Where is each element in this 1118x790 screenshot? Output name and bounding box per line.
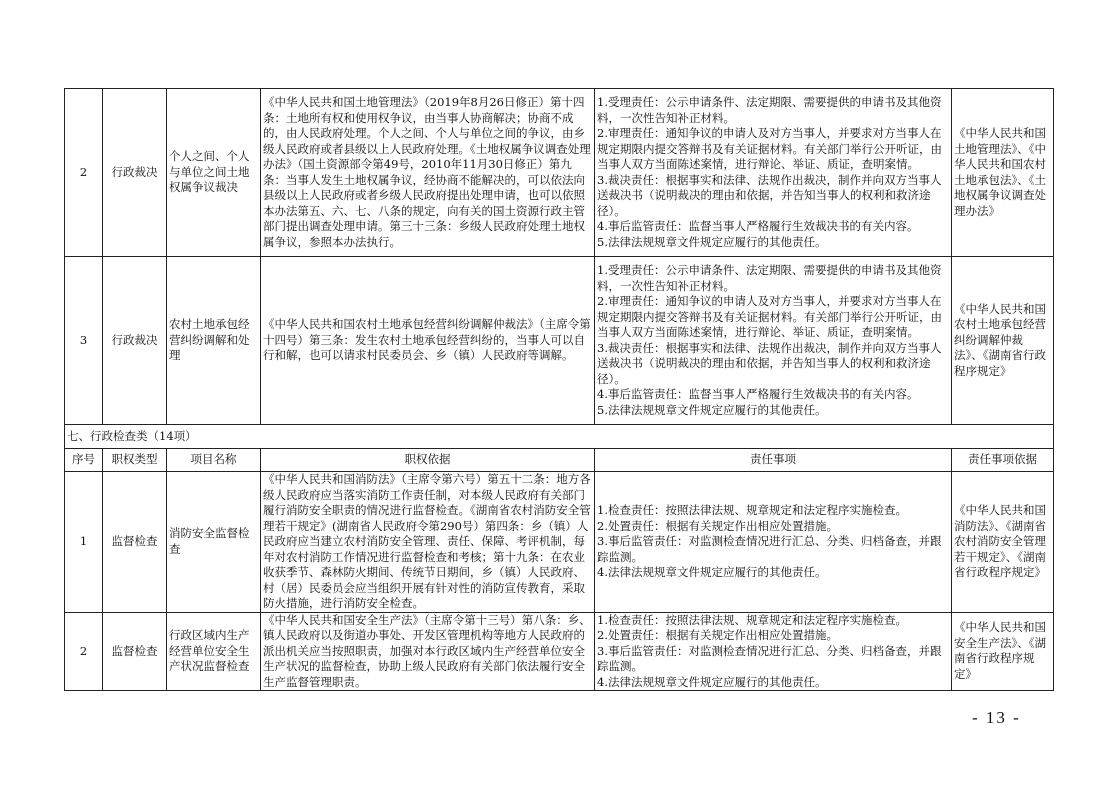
item-name: 个人之间、个人与单位之间土地权属争议裁决 — [167, 89, 261, 257]
duty-line: 5.法律法规规章文件规定应履行的其他责任。 — [597, 402, 827, 417]
responsibilities — [595, 257, 952, 425]
table-row — [65, 472, 1054, 613]
item-name: 农村土地承包经营纠纷调解和处理 — [167, 257, 261, 425]
duty-line: 3.裁决责任：根据事实和法律、法规作出裁决，制作并向双方当事人送裁决书（说明裁决的理由和依据，并告知当事人的权利和救济途径）。 — [597, 340, 942, 386]
authority-basis: 《中华人民共和国农村土地承包经营纠纷调解仲裁法》（主席令第十四号）第三条：发生农村土地承包经营纠纷的，当事人可以自行和解，也可以请求村民委员会、乡（镇）人民政府等调解。 — [261, 257, 595, 425]
duty-line: 4.事后监管责任：监督当事人严格履行生效裁决书的有关内容。 — [597, 387, 919, 401]
table-row — [65, 89, 1054, 257]
responsibilities — [595, 89, 952, 257]
duty-line: 4.法律法规规章文件规定应履行的其他责任。 — [597, 565, 827, 579]
header-no: 序号 — [65, 449, 103, 472]
duty-line: 1.检查责任：按照法律法规、规章规定和法定程序实施检查。 — [597, 503, 907, 517]
duty-line: 2.审理责任：通知争议的申请人及对方当事人，并要求对方当事人在规定期限内提交答辩书及有关证据材料。有关部门举行公开听证，由当事人双方当面陈述案情，进行辩论、举证、质证，查明案情。 — [597, 294, 942, 339]
duty-line: 1.受理责任：公示申请条件、法定期限、需要提供的申请书及其他资料，一次性告知补正材料。 — [597, 95, 942, 125]
authority-basis: 《中华人民共和国土地管理法》（2019年8月26日修正）第十四条：土地所有权和使用权争议，由当事人协商解决；协商不成的，由人民政府处理。个人之间、个人与单位之间的争议，由乡级人民政府或者县级以上人民政府处理。《土地权属争议调查处理办法》（国土资源部令第49号，2010年11月30日修正）第九条：当事人发生土地权属争议，经协商不能解决的，可以依法向县级以上人民政府或者乡级人民政府提出处理申请，也可以依照本办法第五、六、七、八条的规定，向有关的国土资源行政主管部门提出调查处理申请。第三十三条：乡级人民政府处理土地权属争议，参照本办法执行。 — [261, 89, 595, 257]
row-number: 2 — [65, 612, 103, 691]
header-duties: 责任事项 — [595, 449, 952, 472]
duty-line: 3.事后监管责任：对监测检查情况进行汇总、分类、归档备查，并跟踪监测。 — [597, 643, 942, 673]
authority-type: 行政裁决 — [103, 257, 167, 425]
page-number: - 13 - — [972, 708, 1021, 727]
duty-basis: 《中华人民共和国农村土地承包经营纠纷调解仲裁法》、《湖南省行政程序规定》 — [952, 257, 1054, 425]
duty-line: 5.法律法规规章文件规定应履行的其他责任。 — [597, 234, 827, 249]
duty-line: 4.法律法规规章文件规定应履行的其他责任。 — [597, 674, 827, 689]
duty-basis: 《中华人民共和国土地管理法》、《中华人民共和国农村土地承包法》、《土地权属争议调查处理办法》 — [952, 89, 1054, 257]
responsibilities — [595, 472, 952, 613]
duty-line: 2.处置责任：根据有关规定作出相应处置措施。 — [597, 628, 838, 642]
row-number: 2 — [65, 89, 103, 257]
duty-basis: 《中华人民共和国消防法》、《湖南省农村消防安全管理若干规定》、《湖南省行政程序规定》 — [952, 472, 1054, 613]
duty-line: 3.事后监管责任：对监测检查情况进行汇总、分类、归档备查，并跟踪监测。 — [597, 534, 942, 564]
authority-type: 监督检查 — [103, 472, 167, 613]
section-title: 七、行政检查类（14项） — [65, 425, 1054, 449]
header-name: 项目名称 — [167, 449, 261, 472]
duty-basis: 《中华人民共和国安全生产法》、《湖南省行政程序规定》 — [952, 612, 1054, 691]
authority-basis: 《中华人民共和国安全生产法》（主席令第十三号）第八条：乡、镇人民政府以及街道办事处、开发区管理机构等地方人民政府的派出机关应当按照职责，加强对本行政区域内生产经营单位安全生产状况的监督检查，协助上级人民政府有关部门依法履行安全生产监督管理职责。 — [261, 612, 595, 691]
authority-type: 行政裁决 — [103, 89, 167, 257]
duty-line: 1.受理责任：公示申请条件、法定期限、需要提供的申请书及其他资料，一次性告知补正材料。 — [597, 263, 942, 293]
header-basis: 职权依据 — [261, 449, 595, 472]
item-name: 行政区域内生产经营单位安全生产状况监督检查 — [167, 612, 261, 691]
authority-type: 监督检查 — [103, 612, 167, 691]
duty-line: 3.裁决责任：根据事实和法律、法规作出裁决，制作并向双方当事人送裁决书（说明裁决的理由和依据，并告知当事人的权利和救济途径）。 — [597, 172, 942, 218]
duty-line: 4.事后监管责任：监督当事人严格履行生效裁决书的有关内容。 — [597, 219, 919, 233]
authority-basis: 《中华人民共和国消防法》（主席令第六号）第五十二条：地方各级人民政府应当落实消防工作责任制，对本级人民政府有关部门履行消防安全职责的情况进行监督检查。《湖南省农村消防安全管理若干规定》(湖南省人民政府令第290号）第四条：乡（镇）人民政府应当建立农村消防安全管理、责任、保障、考评机制，每年对农村消防工作情况进行监督检查和考核；第十九条：在农业收获季节、森林防火期间、传统节日期间，乡（镇）人民政府、村（居）民委员会应当组织开展有针对性的消防宣传教育，采取防火措施，进行消防安全检查。 — [261, 472, 595, 613]
responsibilities — [595, 612, 952, 691]
duty-line: 1.检查责任：按照法律法规、规章规定和法定程序实施检查。 — [597, 612, 907, 627]
table-row — [65, 257, 1054, 425]
header-type: 职权类型 — [103, 449, 167, 472]
row-number: 3 — [65, 257, 103, 425]
duty-line: 2.审理责任：通知争议的申请人及对方当事人，并要求对方当事人在规定期限内提交答辩书及有关证据材料。有关部门举行公开听证，由当事人双方当面陈述案情，进行辩论、举证、质证，查明案情。 — [597, 126, 942, 171]
header-duty-basis: 责任事项依据 — [952, 449, 1054, 472]
item-name: 消防安全监督检查 — [167, 472, 261, 613]
row-number: 1 — [65, 472, 103, 613]
duty-line: 2.处置责任：根据有关规定作出相应处置措施。 — [597, 518, 838, 533]
responsibility-table — [64, 88, 1054, 691]
table-header-row — [65, 449, 1054, 472]
section-title-row — [65, 425, 1054, 449]
table-row — [65, 612, 1054, 691]
